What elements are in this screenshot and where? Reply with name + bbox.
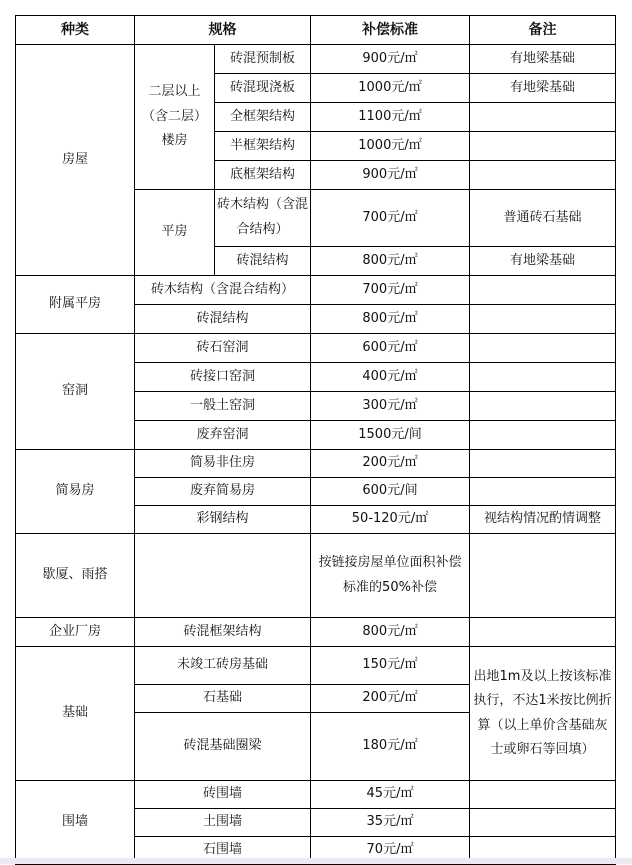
- table-row: [16, 334, 616, 363]
- note-cell: [470, 781, 616, 809]
- table-row: [16, 276, 616, 305]
- group-cell: 二层以上（含二层）楼房: [135, 45, 215, 190]
- note-cell: 有地梁基础: [470, 247, 616, 276]
- spec-cell: 废弃窑洞: [135, 421, 311, 450]
- spec-cell: 全框架结构: [215, 103, 311, 132]
- category-cell: 基础: [16, 647, 135, 781]
- compensation-table: [15, 15, 616, 865]
- table-row: [16, 647, 616, 685]
- price-cell: 300元/㎡: [311, 392, 470, 421]
- spec-cell: [135, 534, 311, 618]
- note-cell: [470, 421, 616, 450]
- price-cell: 1500元/间: [311, 421, 470, 450]
- header-category: 种类: [16, 16, 135, 45]
- spec-cell: 砖混预制板: [215, 45, 311, 74]
- spec-cell: 砖接口窑洞: [135, 363, 311, 392]
- note-cell: [470, 450, 616, 478]
- spec-cell: 废弃简易房: [135, 478, 311, 506]
- table-row: [16, 450, 616, 478]
- price-cell: 35元/㎡: [311, 809, 470, 837]
- price-cell: 按链接房屋单位面积补偿标准的50%补偿: [311, 534, 470, 618]
- spec-cell: 简易非住房: [135, 450, 311, 478]
- spec-cell: 一般土窑洞: [135, 392, 311, 421]
- table-row: [16, 534, 616, 618]
- spec-cell: 砖木结构（含混合结构）: [135, 276, 311, 305]
- price-cell: 600元/㎡: [311, 334, 470, 363]
- price-cell: 1000元/㎡: [311, 74, 470, 103]
- spec-cell: 石基础: [135, 685, 311, 713]
- note-cell: 有地梁基础: [470, 45, 616, 74]
- category-cell: 歇厦、雨搭: [16, 534, 135, 618]
- spec-cell: 砖混基础圈梁: [135, 713, 311, 781]
- price-cell: 150元/㎡: [311, 647, 470, 685]
- note-cell: [470, 478, 616, 506]
- spec-cell: 砖混结构: [135, 305, 311, 334]
- price-cell: 1000元/㎡: [311, 132, 470, 161]
- header-spec: 规格: [135, 16, 311, 45]
- spec-cell: 底框架结构: [215, 161, 311, 190]
- price-cell: 900元/㎡: [311, 161, 470, 190]
- header-price: 补偿标准: [311, 16, 470, 45]
- table-row: [16, 781, 616, 809]
- note-cell: [470, 305, 616, 334]
- price-cell: 45元/㎡: [311, 781, 470, 809]
- table-row: [16, 45, 616, 74]
- price-cell: 1100元/㎡: [311, 103, 470, 132]
- note-cell: [470, 534, 616, 618]
- group-cell: 平房: [135, 190, 215, 276]
- category-cell: 房屋: [16, 45, 135, 276]
- price-cell: 800元/㎡: [311, 305, 470, 334]
- spec-cell: 未竣工砖房基础: [135, 647, 311, 685]
- spec-cell: 砖木结构（含混合结构）: [215, 190, 311, 247]
- spec-cell: 砖围墙: [135, 781, 311, 809]
- note-cell: 普通砖石基础: [470, 190, 616, 247]
- price-cell: 900元/㎡: [311, 45, 470, 74]
- table-row: [16, 618, 616, 647]
- note-cell: [470, 618, 616, 647]
- price-cell: 50-120元/㎡: [311, 506, 470, 534]
- category-cell: 附属平房: [16, 276, 135, 334]
- spec-cell: 砖混结构: [215, 247, 311, 276]
- price-cell: 700元/㎡: [311, 276, 470, 305]
- note-cell: [470, 809, 616, 837]
- category-cell: 简易房: [16, 450, 135, 534]
- category-cell: 窑洞: [16, 334, 135, 450]
- price-cell: 200元/㎡: [311, 450, 470, 478]
- note-cell: 有地梁基础: [470, 74, 616, 103]
- note-cell: [470, 392, 616, 421]
- price-cell: 700元/㎡: [311, 190, 470, 247]
- price-cell: 600元/间: [311, 478, 470, 506]
- note-cell: [470, 161, 616, 190]
- spec-cell: 砖混现浇板: [215, 74, 311, 103]
- note-cell: 出地1m及以上按该标准执行，不达1米按比例折算（以上单价含基础灰士或卵石等回填）: [470, 647, 616, 781]
- category-cell: 围墙: [16, 781, 135, 865]
- note-cell: 视结构情况酌情调整: [470, 506, 616, 534]
- note-cell: [470, 132, 616, 161]
- spec-cell: 半框架结构: [215, 132, 311, 161]
- note-cell: [470, 334, 616, 363]
- price-cell: 70元/㎡: [311, 837, 470, 865]
- price-cell: 200元/㎡: [311, 685, 470, 713]
- spec-cell: 彩钢结构: [135, 506, 311, 534]
- spec-cell: 石围墙: [135, 837, 311, 865]
- header-note: 备注: [470, 16, 616, 45]
- bottom-scroll-area: [0, 858, 632, 864]
- note-cell: [470, 276, 616, 305]
- price-cell: 180元/㎡: [311, 713, 470, 781]
- note-cell: [470, 363, 616, 392]
- spec-cell: 砖石窑洞: [135, 334, 311, 363]
- price-cell: 800元/㎡: [311, 247, 470, 276]
- note-cell: [470, 103, 616, 132]
- price-cell: 400元/㎡: [311, 363, 470, 392]
- spec-cell: 土围墙: [135, 809, 311, 837]
- header-row: [16, 16, 616, 45]
- category-cell: 企业厂房: [16, 618, 135, 647]
- price-cell: 800元/㎡: [311, 618, 470, 647]
- spec-cell: 砖混框架结构: [135, 618, 311, 647]
